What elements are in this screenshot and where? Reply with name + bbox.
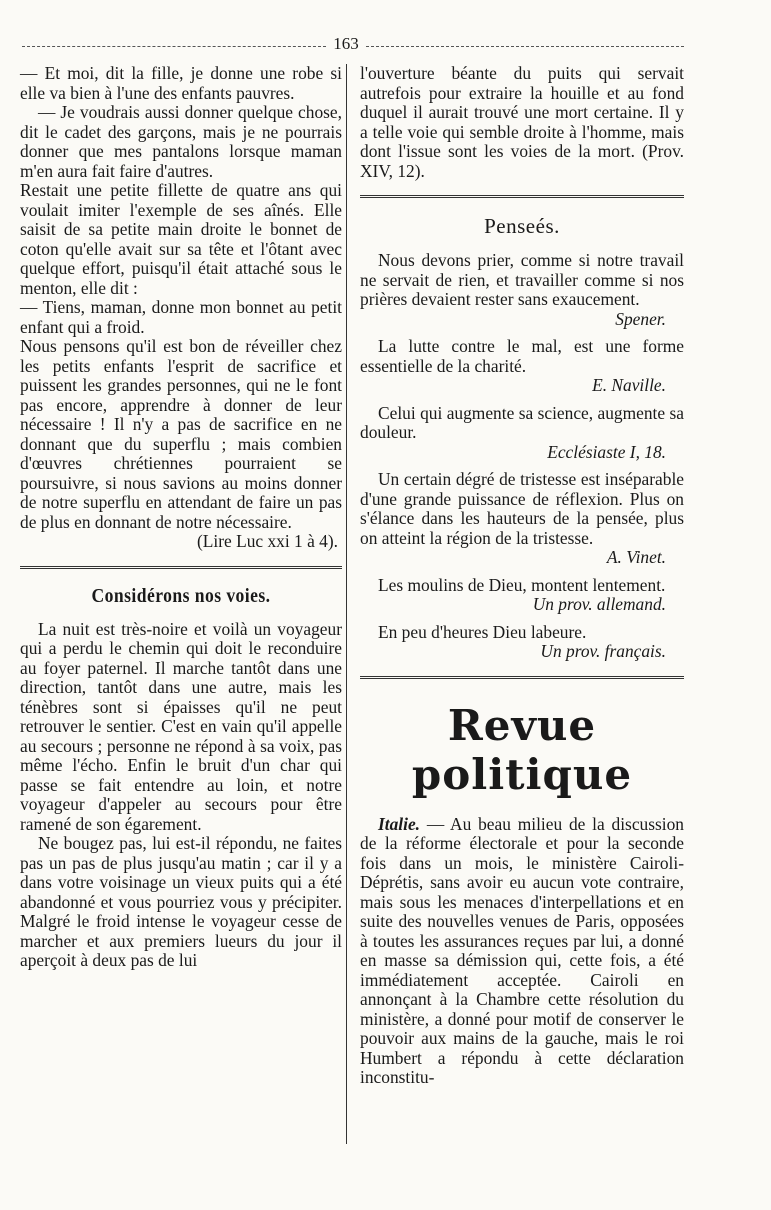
paragraph: — Je voudrais aussi donner quelque chose, dit le cadet des garçons, mais je ne pourrais donner que mes pantalons lorsque maman m'en aura fait faire d'autres. (20, 102, 342, 181)
right-column (360, 64, 684, 1088)
quote-author: Spener. (615, 308, 666, 329)
section-divider (20, 566, 342, 569)
quote (360, 576, 684, 615)
quote-author: A. Vinet. (606, 547, 666, 567)
paragraph: Nous pensons qu'il est bon de réveiller chez les petits enfants l'esprit de sacrifice et puissent les grandes personnes, qui ne le font pas encore, apprendre à donner de leur nécessaire ! Il n'y a pas de sacrifice en ne donnant que du superflu ; mais combien d'œuvres chrétiennes pourraient se poursuivre, si nous savions au moins donner de notre superflu en attendant de faire un pas de plus en donnant de notre nécessaire. (20, 336, 342, 532)
revue-paragraph (360, 815, 684, 1088)
page-number: 163 (333, 34, 359, 53)
quote-text: En peu d'heures Dieu labeure. (378, 621, 587, 642)
quote (360, 251, 684, 329)
quote (360, 404, 684, 463)
paragraph: La nuit est très-noire et voilà un voyageur qui a perdu le chemin qui doit le reconduire au foyer paternel. Il marche tantôt dans une direction, tantôt dans une autre, mais les ténèbres sont si épaisses qu'il ne peut retrouver le sentier. C'est en vain qu'il appelle au secours ; personne ne répond à sa voix, pas même l'écho. Enfin le bruit d'un char qui passe se fait entendre au loin, et notre voyageur d'appeler au secours pour être ramené de son égarement. (20, 618, 342, 834)
quote-text: Un certain dégré de tristesse est inséparable d'une grande puissance de réflexion. Plus on s'élance dans les hauteurs de la pensée, plus on atteint la région de la tristesse. (360, 469, 684, 548)
country-label: Italie. (378, 813, 421, 834)
quote (360, 337, 684, 396)
paragraph: l'ouverture béante du puits qui servait autrefois pour extraire la houille et au fond duquel il aurait trouvé une mort certaine. Il y a telle voie qui semble droite à l'homme, mais dont l'issue sont les voies de la mort. (Prov. XIV, 12). (360, 63, 684, 181)
revue-text: — Au beau milieu de la discussion de la réforme électorale et pour la seconde fois dans un mois, le ministère Cairoli-Déprétis, sans avoir eu aucun vote contraire, mais sous les menaces d'interpellations et en suite des nouvelles venues de Paris, opposées à toutes les assurances reçues par lui, a donné en masse sa démission qui, cette fois, a été immédiatement acceptée. Cairoli en annonçant à la Chambre cette résolution du ministère, a donné pour motif de conserver le pouvoir aux mains de la gauche, mais le roi Humbert a répondu à cette déclaration inconstitu- (360, 813, 684, 1087)
section-title: Considérons nos voies. (91, 584, 271, 607)
paragraph: — Tiens, maman, donne mon bonnet au petit enfant qui a froid. (20, 297, 342, 337)
scripture-reference: (Lire Luc xxi 1 à 4). (196, 531, 338, 551)
quote-author: Un prov. français. (540, 641, 666, 661)
paragraph: Ne bougez pas, lui est-il répondu, ne faites pas un pas de plus jusqu'au matin ; car il y a dans votre voisinage un vieux puits qui a été abandonné et vous pourriez vous y précipiter. Malgré le froid intense le voyageur cesse de marcher et aux premiers lueurs du jour il aperçoit à deux pas de lui (20, 833, 342, 970)
section-divider (360, 676, 684, 679)
section-title: Penseés. (484, 214, 560, 238)
quote-text: Les moulins de Dieu, montent lentement. (378, 574, 666, 595)
quote-text: Celui qui augmente sa science, augmente sa douleur. (360, 402, 684, 442)
quote-text: Nous devons prier, comme si notre travail ne servait de rien, et travailler comme si nos prières devaient rester sans exaucement. (360, 250, 684, 309)
quote-text: La lutte contre le mal, est une forme essentielle de la charité. (360, 336, 684, 376)
header-rule-right (366, 46, 684, 47)
paragraph: Restait une petite fillette de quatre ans qui voulait imiter l'exemple de ses aînés. Elle saisit de sa petite main droite le bonnet de coton qu'elle avait sur sa tête et l'ôtant avec quelque effort, puisqu'il était attaché sous le menton, elle dit : (20, 180, 342, 298)
header-rule-left (22, 46, 326, 47)
quote (360, 623, 684, 662)
left-column (20, 64, 342, 971)
revue-title: Revue politique (411, 700, 633, 799)
quote-author: E. Naville. (592, 375, 666, 395)
quote (360, 470, 684, 568)
quote-author: Un prov. allemand. (532, 594, 666, 614)
section-divider (360, 195, 684, 198)
quote-author: Ecclésiaste I, 18. (547, 441, 666, 462)
column-divider (346, 64, 347, 1144)
paragraph: — Et moi, dit la fille, je donne une robe si elle va bien à l'une des enfants pauvres. (20, 63, 342, 103)
page-header (22, 34, 684, 54)
